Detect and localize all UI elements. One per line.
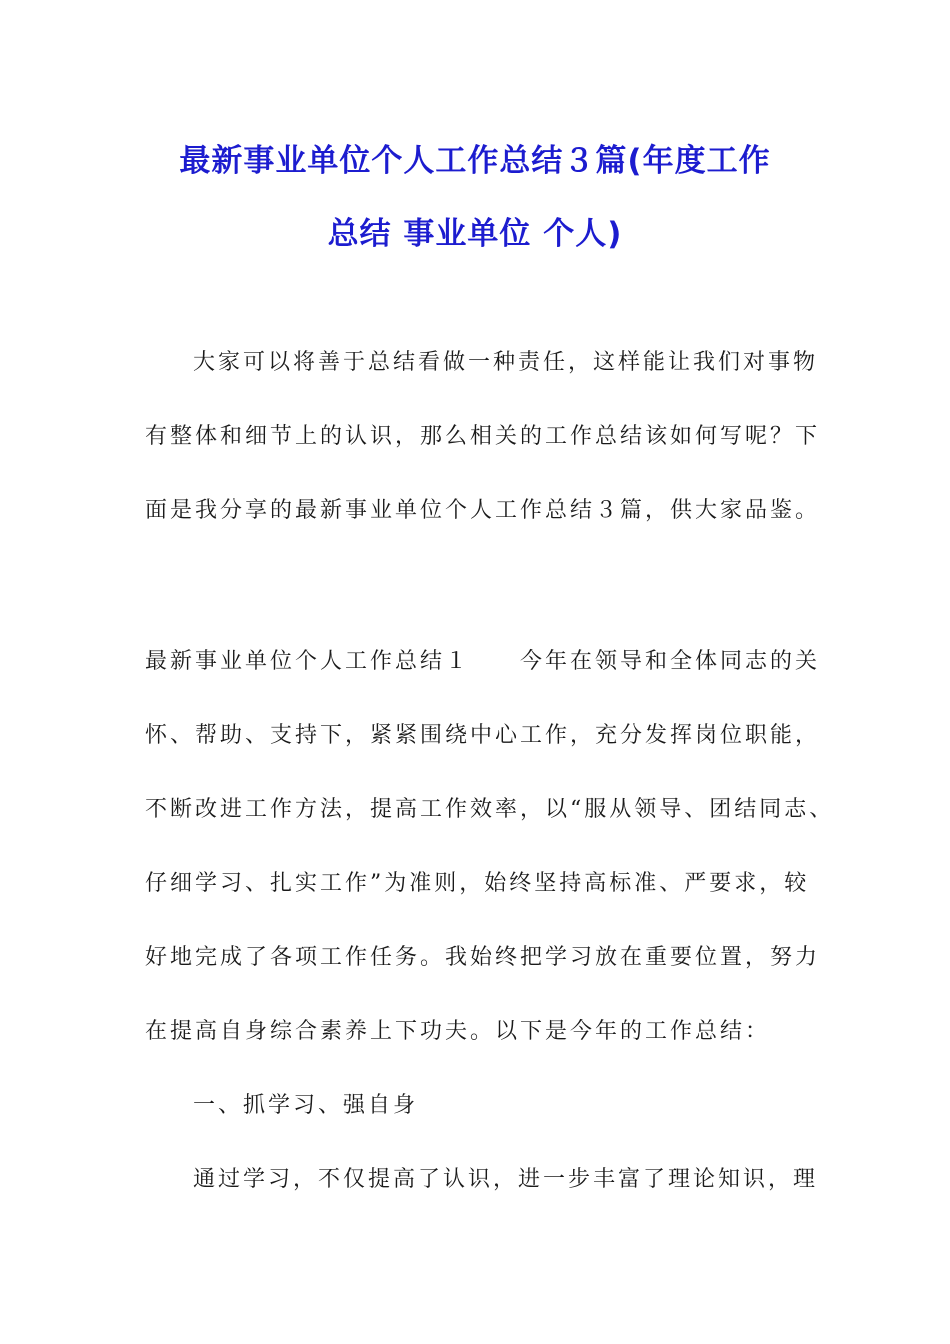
- section-1-line-6: 在提高自身综合素养上下功夫。以下是今年的工作总结：: [145, 1019, 771, 1044]
- section-1-line-4: 仔细学习、扎实工作”为准则，始终坚持高标准、严要求，较: [145, 871, 810, 896]
- section-1-line-1: 最新事业单位个人工作总结１ 今年在领导和全体同志的关: [145, 649, 821, 674]
- section-1-line-3: 不断改进工作方法，提高工作效率，以“服从领导、团结同志、: [145, 797, 835, 822]
- intro-paragraph-line-3: 面是我分享的最新事业单位个人工作总结３篇，供大家品鉴。: [145, 498, 821, 523]
- document-title-line-2: 总结 事业单位 个人): [327, 216, 623, 252]
- document-title-line-1: 最新事业单位个人工作总结３篇(年度工作: [179, 143, 771, 179]
- intro-paragraph-line-1: 大家可以将善于总结看做一种责任，这样能让我们对事物: [193, 350, 819, 375]
- intro-paragraph-line-2: 有整体和细节上的认识，那么相关的工作总结该如何写呢？下: [145, 424, 821, 449]
- subheading-study: 一、抓学习、强自身: [193, 1093, 419, 1118]
- section-1-line-5: 好地完成了各项工作任务。我始终把学习放在重要位置，努力: [145, 945, 821, 970]
- study-paragraph-line-1: 通过学习，不仅提高了认识，进一步丰富了理论知识，理: [193, 1167, 819, 1192]
- section-1-line-2: 怀、帮助、支持下，紧紧围绕中心工作，充分发挥岗位职能，: [145, 723, 821, 748]
